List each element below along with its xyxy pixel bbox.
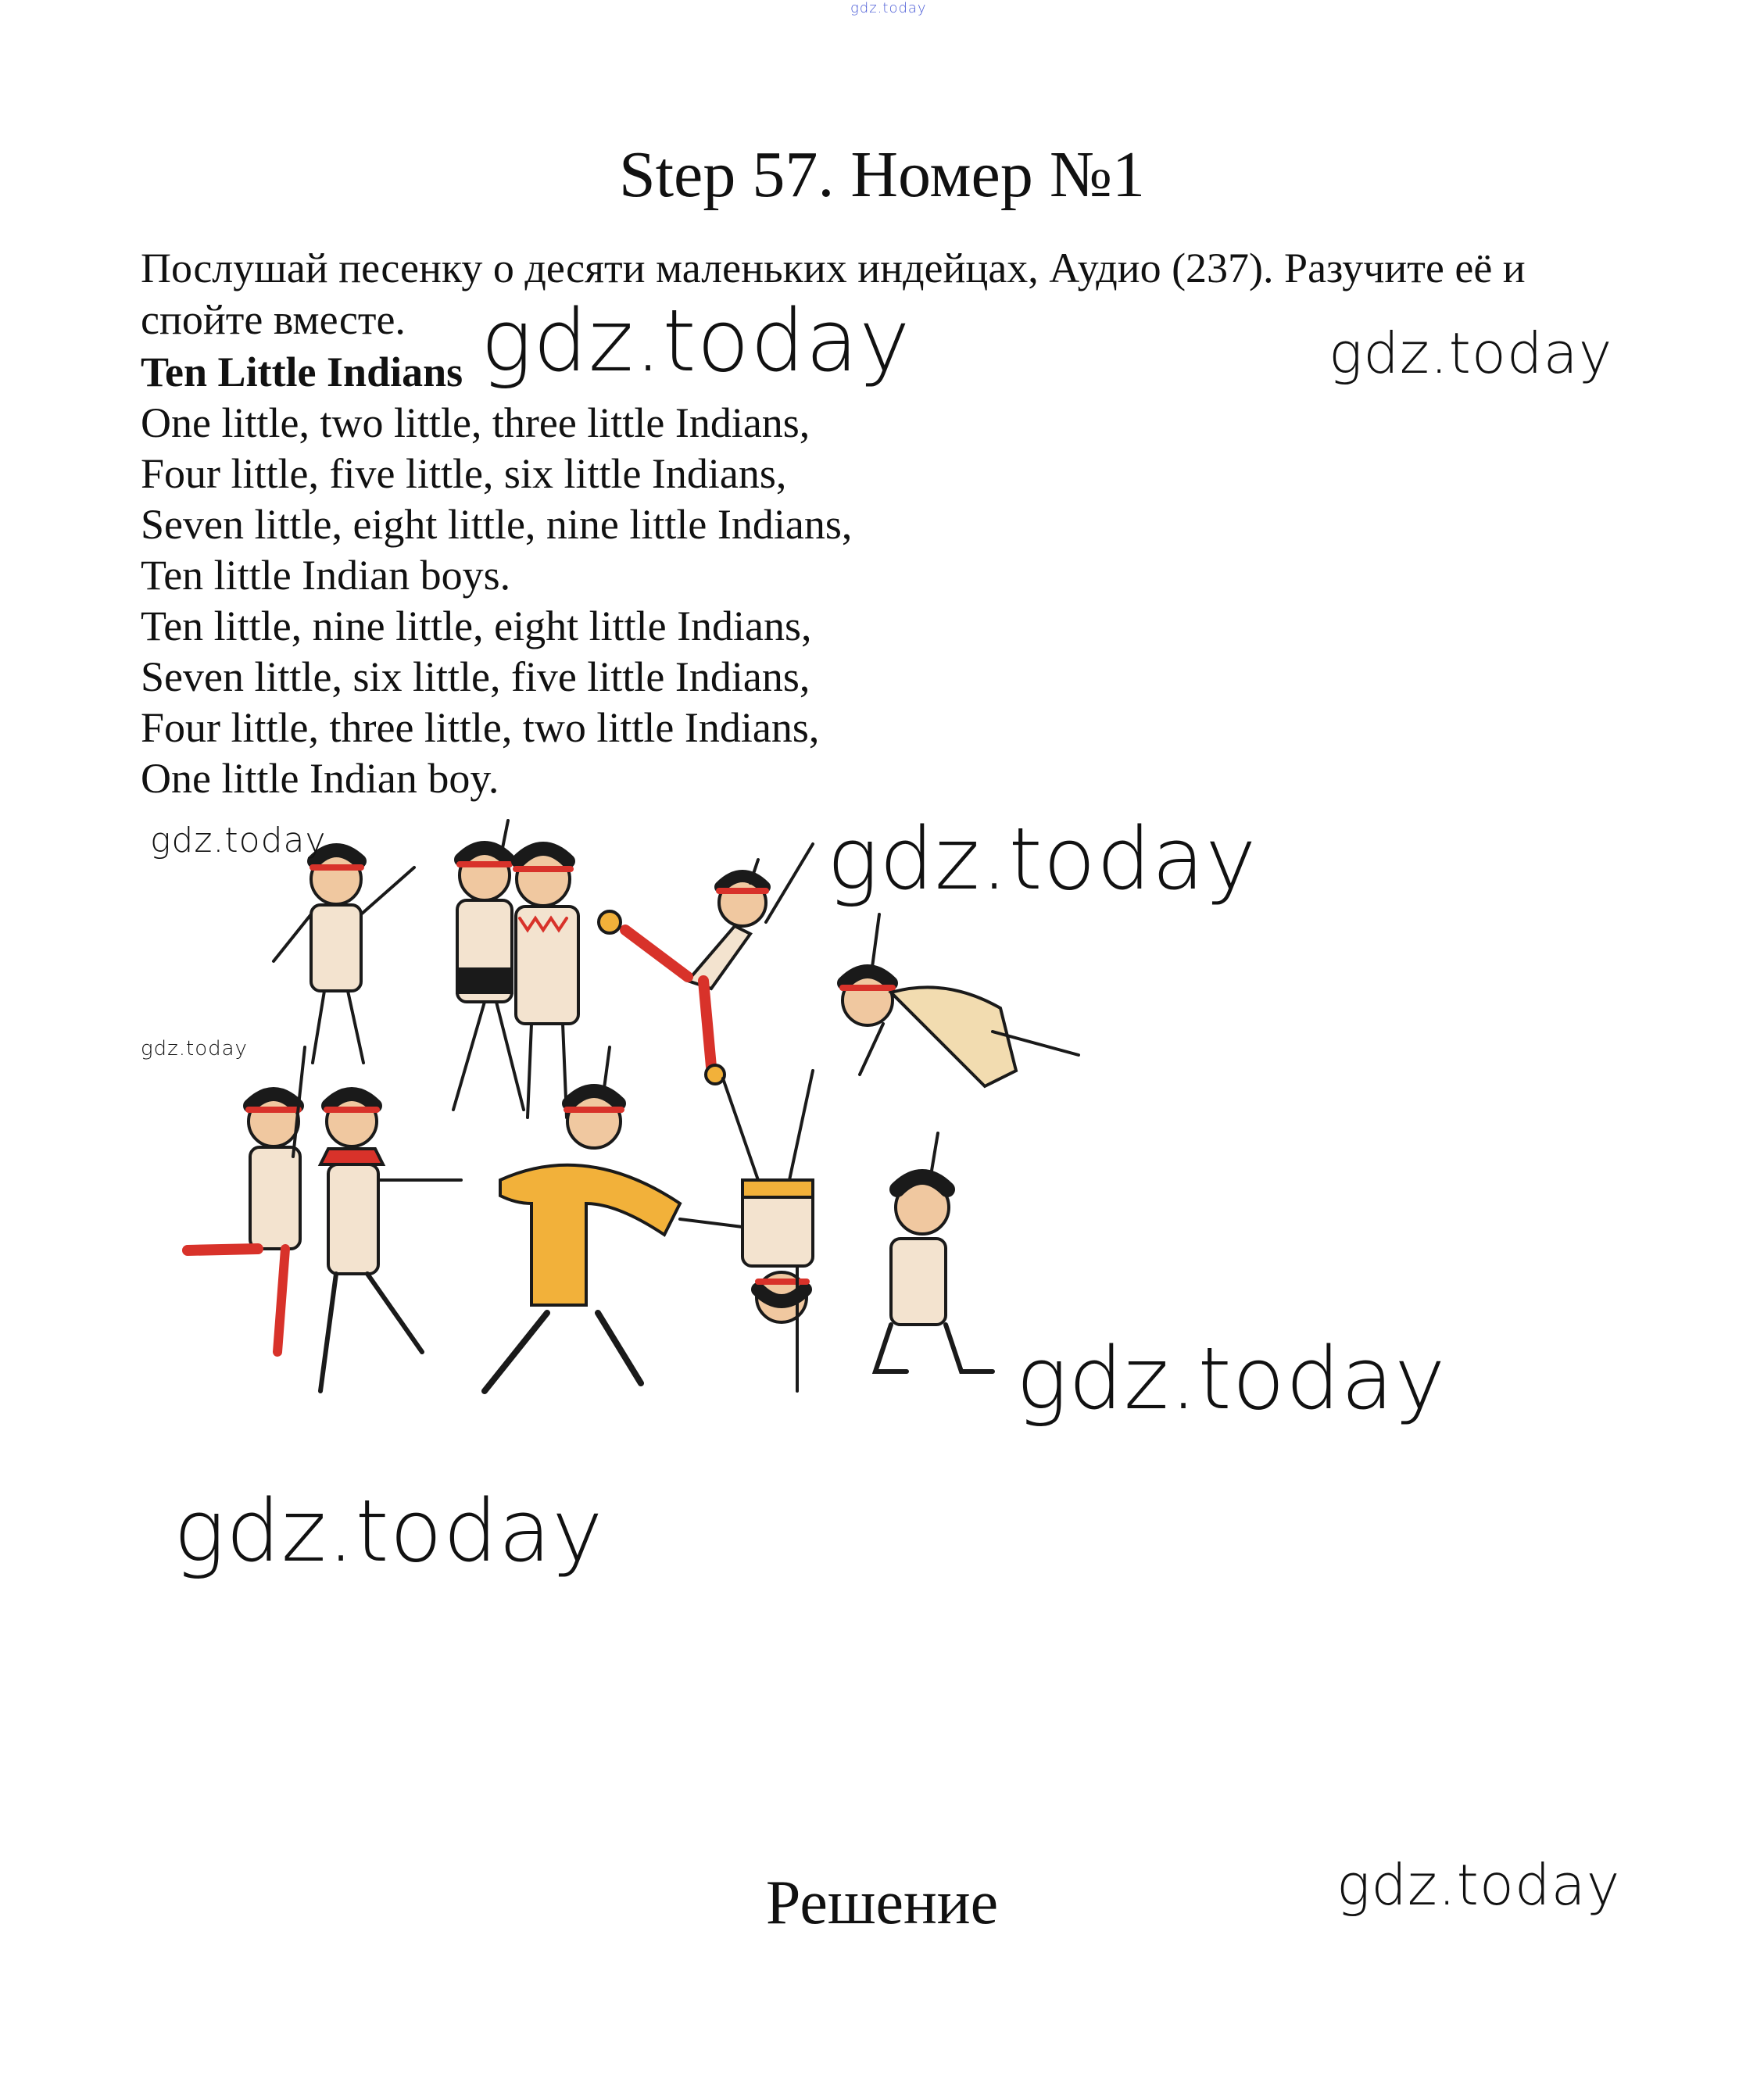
watermark: gdz.today xyxy=(1016,1329,1447,1429)
watermark: gdz.today xyxy=(150,821,327,860)
watermark-top: gdz.today xyxy=(850,0,927,16)
song-line: Seven little, eight little, nine little Indians, xyxy=(141,501,853,548)
watermark: gdz.today xyxy=(827,809,1258,909)
solution-heading: Решение xyxy=(765,1869,999,1937)
song-line: Ten little, nine little, eight little Indians, xyxy=(141,603,812,649)
song-line: One little, two little, three little Indians, xyxy=(141,399,810,446)
watermark: gdz.today xyxy=(174,1481,604,1581)
watermark: gdz.today xyxy=(1336,1852,1621,1918)
song-line: Ten little Indian boys. xyxy=(141,552,511,599)
task-instruction: Послушай песенку о десяти маленьких индейцах, Аудио (237). Разучите её и спойте вместе. xyxy=(141,245,1526,343)
song-line: One little Indian boy. xyxy=(141,755,499,802)
song-title: Ten Little Indians xyxy=(141,349,463,395)
page-title: Step 57. Номер №1 xyxy=(619,138,1145,211)
song-line: Four little, five little, six little Indians, xyxy=(141,450,787,497)
watermark: gdz.today xyxy=(1329,320,1613,386)
song-line: Four little, three little, two little Indians, xyxy=(141,704,820,751)
watermark: gdz.today xyxy=(481,291,911,391)
indian-figure xyxy=(274,850,414,1063)
watermark: gdz.today xyxy=(141,1037,248,1060)
song-line: Seven little, six little, five little Indians, xyxy=(141,653,810,700)
